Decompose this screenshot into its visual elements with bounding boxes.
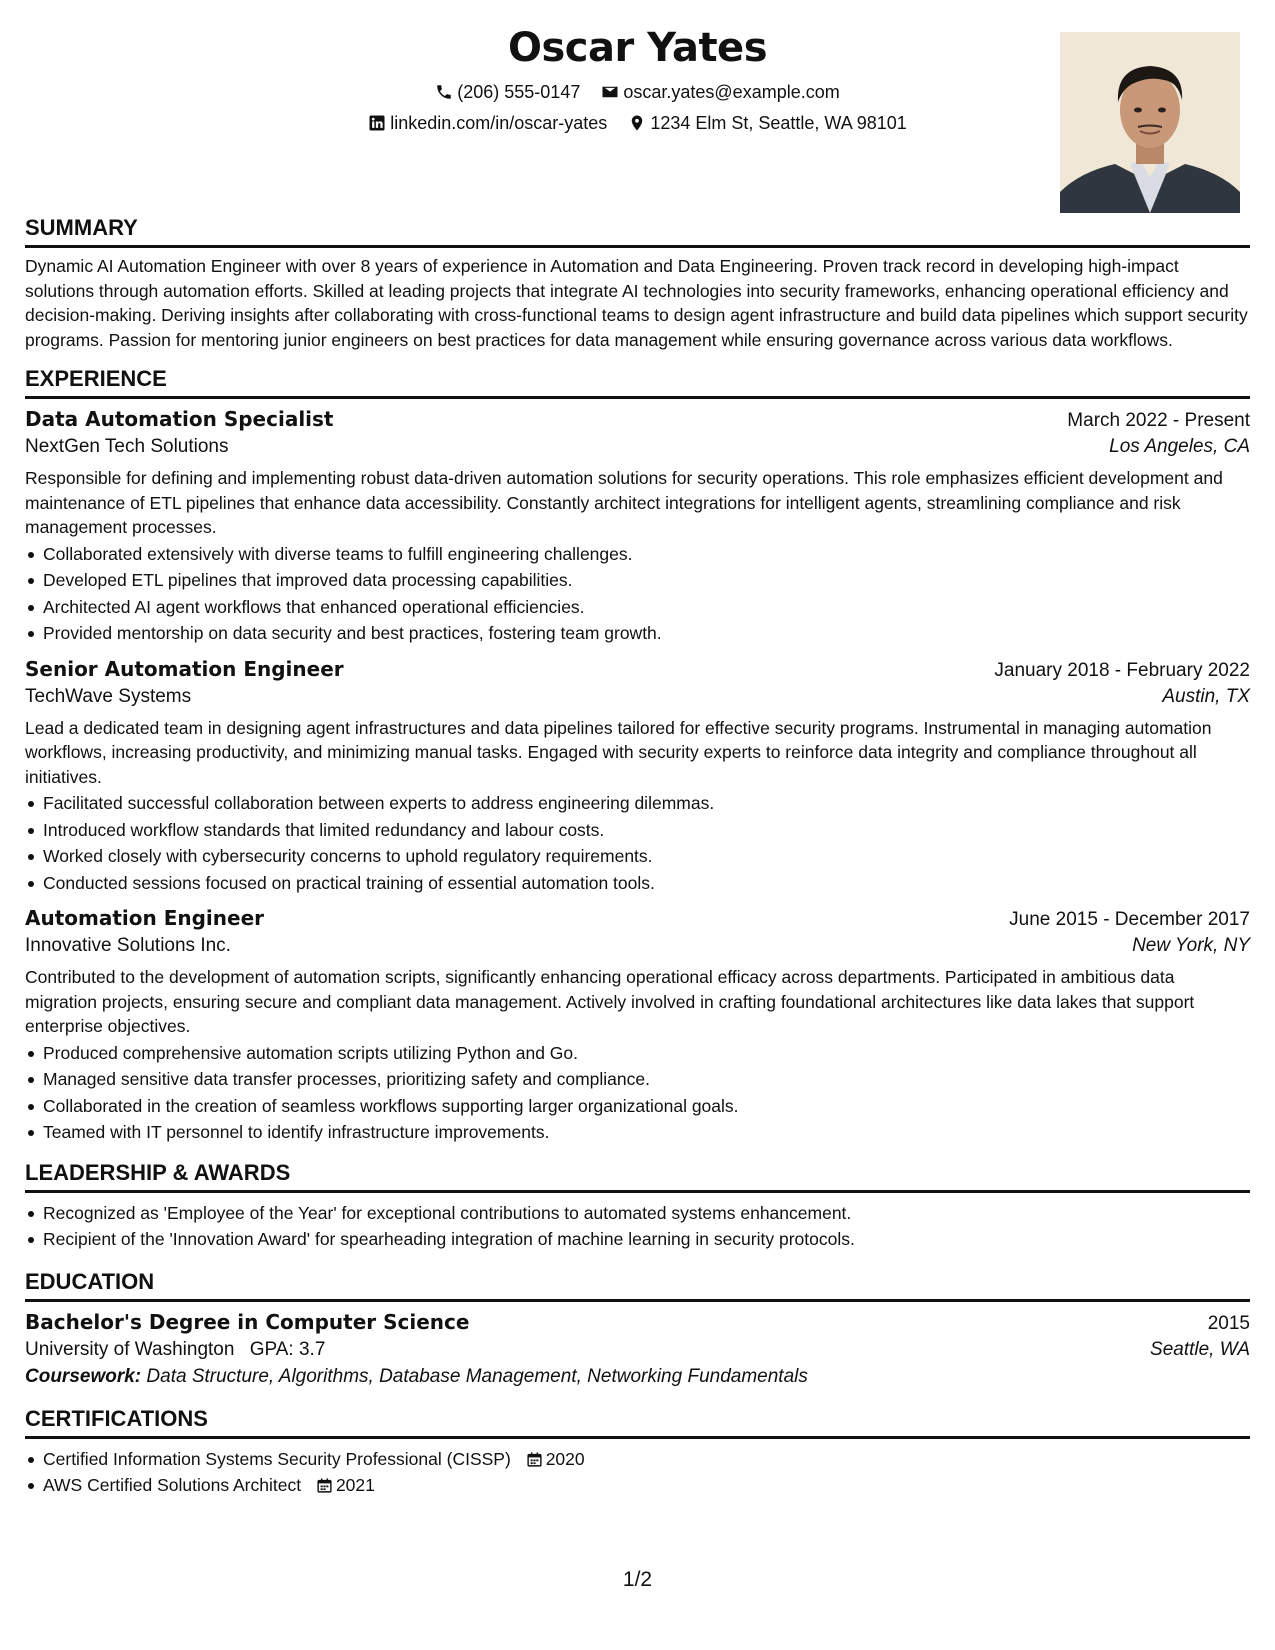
email-contact[interactable]	[601, 80, 839, 104]
resume-header	[25, 0, 1250, 212]
coursework-label: Coursework:	[25, 1365, 142, 1387]
list-item: Worked closely with cybersecurity concerns to uphold regulatory requirements.	[43, 843, 1250, 870]
gpa: GPA: 3.7	[249, 1338, 326, 1360]
list-item: Teamed with IT personnel to identify infrastructure improvements.	[43, 1119, 1250, 1146]
section-title-certifications: CERTIFICATIONS	[25, 1406, 1250, 1439]
school-name: University of Washington	[25, 1338, 235, 1360]
job-dates: January 2018 - February 2022	[994, 659, 1250, 681]
job-company: NextGen Tech Solutions	[25, 436, 229, 457]
list-item: Architected AI agent workflows that enhanced operational efficiencies.	[43, 594, 1250, 621]
certification-name: Certified Information Systems Security Professional (CISSP)	[43, 1448, 511, 1469]
linkedin-icon	[368, 114, 386, 132]
calendar-icon	[526, 1451, 543, 1468]
list-item: Facilitated successful collaboration between experts to address engineering dilemmas.	[43, 790, 1250, 817]
job-location: Los Angeles, CA	[1109, 436, 1250, 457]
list-item: Recognized as 'Employee of the Year' for exceptional contributions to automated systems enhancement.	[43, 1200, 1250, 1227]
section-title-leadership: LEADERSHIP & AWARDS	[25, 1160, 1250, 1193]
profile-photo	[1060, 32, 1240, 213]
list-item: Collaborated extensively with diverse teams to fulfill engineering challenges.	[43, 541, 1250, 568]
job-location: Austin, TX	[1162, 685, 1250, 707]
list-item	[43, 1446, 1250, 1473]
list-item: Collaborated in the creation of seamless workflows supporting larger organizational goals.	[43, 1093, 1250, 1120]
list-item: Produced comprehensive automation scripts utilizing Python and Go.	[43, 1040, 1250, 1067]
phone-number: (206) 555-0147	[457, 82, 581, 102]
envelope-icon	[601, 83, 619, 101]
job-entry	[25, 407, 1250, 647]
list-item: Provided mentorship on data security and best practices, fostering team growth.	[43, 620, 1250, 647]
job-description: Lead a dedicated team in designing agent infrastructures and data pipelines tailored for effective security programs. Instrumental in managing automation workflows, increasing productivity, and minimizing manual tasks. Engaged with security experts to reinforce data integrity and compliance throughout all initiatives.	[25, 717, 1212, 787]
job-title: Automation Engineer	[25, 906, 265, 930]
job-title: Senior Automation Engineer	[25, 656, 344, 681]
certification-year: 2021	[335, 1475, 375, 1495]
section-title-experience: EXPERIENCE	[25, 366, 1250, 399]
experience-section	[25, 366, 1250, 1146]
phone-contact[interactable]	[435, 80, 580, 104]
address-contact	[628, 111, 906, 135]
certifications-list	[25, 1446, 1250, 1499]
graduation-year: 2015	[1207, 1312, 1250, 1334]
job-bullets	[25, 541, 1250, 647]
list-item	[43, 1472, 1250, 1499]
section-title-education: EDUCATION	[25, 1269, 1250, 1302]
summary-text: Dynamic AI Automation Engineer with over 8 years of experience in Automation and Data Engineering. Proven track record in developing high-impact solutions through automation efforts. Skilled at leading projects that integrate AI technologies into security frameworks, enhancing operational efficiency and decision-making. Deriving insights after collaborating with cross-functional teams to design agent infrastructure and build data pipelines which support security programs. Passion for mentoring junior engineers on best practices for data management while ensuring governance across various data workflows.	[25, 256, 1248, 350]
job-location: New York, NY	[1132, 935, 1250, 956]
linkedin-contact[interactable]	[368, 111, 607, 135]
calendar-icon	[316, 1477, 333, 1494]
certifications-section	[25, 1406, 1250, 1499]
list-item: Conducted sessions focused on practical training of essential automation tools.	[43, 870, 1250, 897]
candidate-name: Oscar Yates	[507, 25, 767, 71]
job-description: Responsible for defining and implementing robust data-driven automation solutions for security operations. This role emphasizes efficient development and maintenance of ETL pipelines that enhance data accessibility. Constantly architect integrations for intelligent agents, streamlining compliance and risk management processes.	[25, 468, 1223, 537]
job-entry	[25, 657, 1250, 897]
summary-section	[25, 215, 1250, 352]
list-item: Managed sensitive data transfer processes, prioritizing safety and compliance.	[43, 1066, 1250, 1093]
job-entry	[25, 906, 1250, 1146]
phone-icon	[435, 83, 453, 101]
section-title-summary: SUMMARY	[25, 215, 1250, 248]
address: 1234 Elm St, Seattle, WA 98101	[650, 113, 907, 133]
list-item: Introduced workflow standards that limited redundancy and labour costs.	[43, 817, 1250, 844]
linkedin-url: linkedin.com/in/oscar-yates	[390, 113, 608, 133]
job-bullets	[25, 790, 1250, 896]
certification-name: AWS Certified Solutions Architect	[43, 1475, 302, 1495]
coursework-line	[25, 1366, 1250, 1388]
job-dates: March 2022 - Present	[1067, 410, 1250, 431]
profile-portrait	[1060, 32, 1240, 213]
job-dates: June 2015 - December 2017	[1009, 909, 1250, 930]
job-company: Innovative Solutions Inc.	[25, 935, 231, 956]
school-location: Seattle, WA	[1150, 1338, 1250, 1360]
map-pin-icon	[628, 114, 646, 132]
page-number: 1/2	[622, 1568, 653, 1591]
job-description: Contributed to the development of automation scripts, significantly enhancing operational efficacy across departments. Participated in ambitious data migration projects, ensuring secure and compliant data management. Actively involved in crafting foundational architectures like data lakes that support enterprise objectives.	[25, 967, 1195, 1036]
education-section	[25, 1269, 1250, 1388]
resume-page	[25, 0, 1250, 1591]
certification-year: 2020	[545, 1448, 585, 1469]
email-address: oscar.yates@example.com	[623, 82, 840, 102]
awards-list	[25, 1200, 1250, 1253]
list-item: Recipient of the 'Innovation Award' for spearheading integration of machine learning in security protocols.	[43, 1226, 1250, 1253]
job-bullets	[25, 1040, 1250, 1146]
job-company: TechWave Systems	[25, 685, 192, 707]
list-item: Developed ETL pipelines that improved data processing capabilities.	[43, 567, 1250, 594]
job-title: Data Automation Specialist	[25, 407, 334, 431]
degree-title: Bachelor's Degree in Computer Science	[25, 1309, 470, 1334]
leadership-section	[25, 1160, 1250, 1253]
coursework-list: Data Structure, Algorithms, Database Management, Networking Fundamentals	[146, 1365, 808, 1387]
